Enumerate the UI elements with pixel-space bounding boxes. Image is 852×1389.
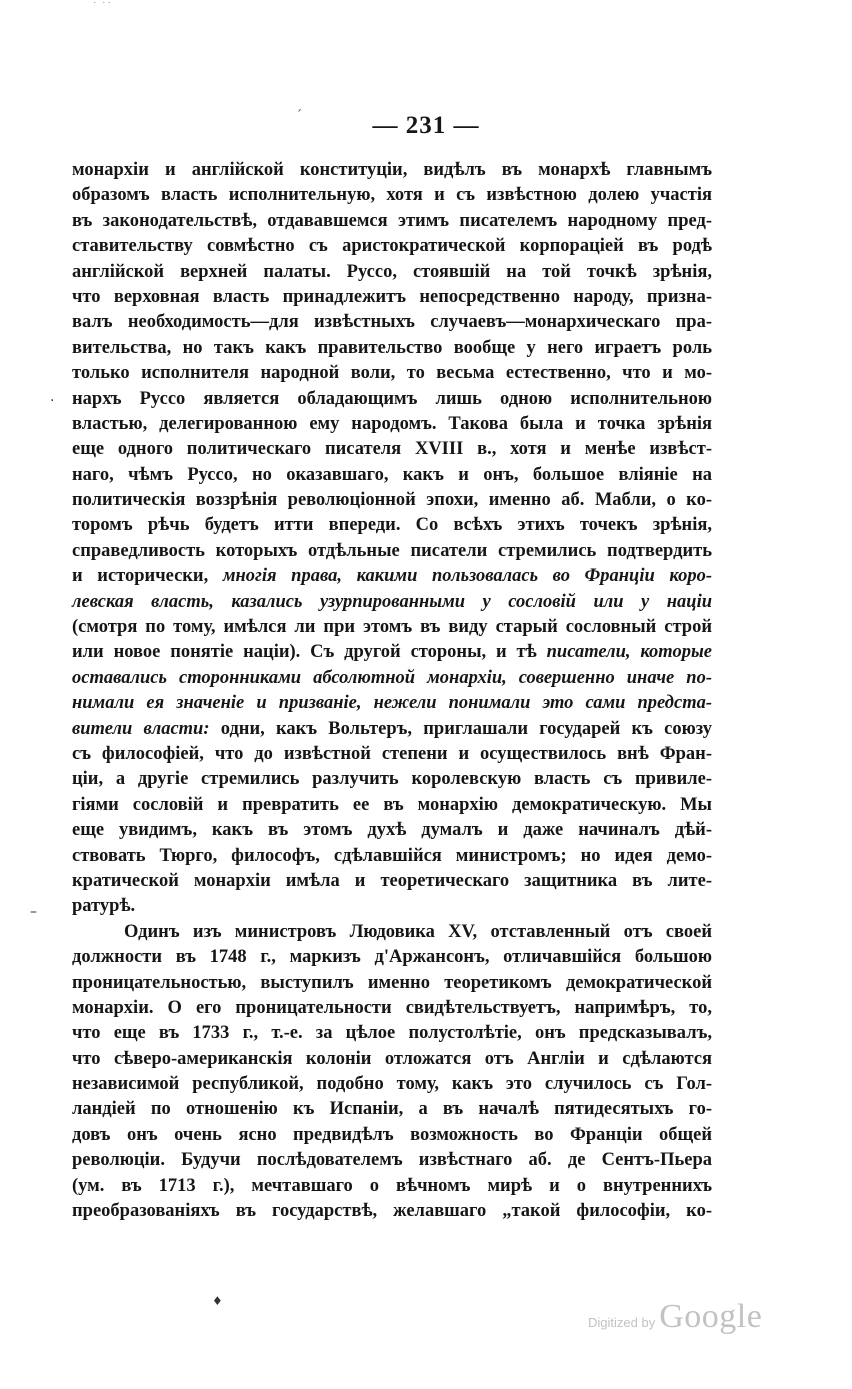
text-line: англійской верхней палаты. Руссо, стоявшій на той точкѣ зрѣнія, [72, 261, 712, 282]
text-line: властью, делегированною ему народомъ. Такова была и точка зрѣнія [72, 413, 712, 434]
text-line: образомъ власть исполнительную, хотя и съ извѣстною долею участія [72, 185, 712, 206]
google-logo: Google [659, 1298, 763, 1335]
text-run: или новое понятіе націи). Съ другой стороны, и тѣ [72, 642, 547, 663]
text-line: нархъ Руссо является обладающимъ лишь одною исполнительною [72, 388, 712, 409]
text-line: ціи, а другіе стремились разлучить королевскую власть съ привиле- [72, 769, 712, 790]
text-line: преобразованіяхъ въ государствѣ, желавшаго „такой философіи, ко- [72, 1201, 712, 1222]
text-line: монархіи. О его проницательности свидѣтельствуетъ, напримѣръ, то, [72, 997, 712, 1018]
text-run: и исторически, [72, 566, 223, 587]
text-line [72, 564, 712, 589]
text-line: еще увидимъ, какъ въ этомъ духѣ думалъ и даже начиналъ дѣй- [72, 820, 712, 841]
text-line: довъ онъ очень ясно предвидѣлъ возможность во Франціи общей [72, 1124, 712, 1145]
text-line: проницательностью, выступилъ именно теоретикомъ демократической [72, 972, 712, 993]
text-line: гіями сословій и превратить ее въ монархію демократическую. Мы [72, 794, 712, 815]
page-number: — 231 — [372, 112, 480, 139]
scan-speck: ♦ [212, 1294, 223, 1308]
text-line: ландіей по отношенію къ Испаніи, а въ началѣ пятидесятыхъ го- [72, 1099, 712, 1120]
text-line: революціи. Будучи послѣдователемъ извѣстнаго аб. де Сентъ-Пьера [72, 1150, 712, 1171]
text-line: ствовать Тюрго, философъ, сдѣлавшійся министромъ; но идея демо- [72, 845, 712, 866]
text-line: съ философіей, что до извѣстной степени и осуществилось внѣ Фран- [72, 743, 712, 764]
text-line: монархіи и англійской конституціи, видѣлъ въ монархѣ главнымъ [72, 160, 712, 180]
text-line: только исполнителя народной воли, то весьма естественно, что и мо- [72, 363, 712, 384]
text-line: торомъ рѣчь будетъ итти впереди. Со всѣхъ этихъ точекъ зрѣнія, [72, 515, 712, 536]
italic-run: вители власти: [72, 718, 210, 739]
text-line [72, 640, 712, 665]
text-line: валъ необходимость—для извѣстныхъ случаевъ—монархическаго пра- [72, 312, 712, 333]
digitized-by-google-watermark [588, 1298, 762, 1336]
text-run: одни, какъ Вольтеръ, приглашали государей къ союзу [209, 718, 713, 739]
text-line: справедливость которыхъ отдѣльные писатели стремились подтвердить [72, 540, 712, 561]
text-line: должности въ 1748 г., маркизъ д'Аржансонъ, отличавшійся большою [72, 947, 712, 968]
paragraph-first-line: Одинъ изъ министровъ Людовика XV, отставленный отъ своей [124, 921, 712, 942]
text-line: что верховная власть принадлежитъ непосредственно народу, призна- [72, 286, 712, 307]
scan-speck: ˙ ˙˙ [92, 0, 112, 13]
text-line: независимой республикой, подобно тому, какъ это случилось съ Гол- [72, 1074, 712, 1095]
text-line: наго, чѣмъ Руссо, но оказавшаго, какъ и онъ, большое вліяніе на [72, 464, 712, 485]
body-text [72, 158, 712, 1224]
text-line: еще одного политическаго писателя XVIII в., хотя и менѣе извѣст- [72, 439, 712, 460]
text-line: (смотря по тому, имѣлся ли при этомъ въ виду старый сословный строй [72, 617, 712, 638]
scan-speck: · [50, 393, 55, 409]
text-line-italic: нимали ея значеніе и призваніе, нежели понимали это сами предста- [72, 693, 712, 714]
text-line: въ законодательствѣ, отдававшемся этимъ писателемъ народному пред- [72, 210, 712, 231]
text-line: ставительству совмѣстно съ аристократической корпораціей въ родѣ [72, 236, 712, 257]
text-line: кратической монархіи имѣла и теоретическаго защитника въ лите- [72, 870, 712, 891]
scan-speck: ˊ [296, 108, 302, 122]
text-line: (ум. въ 1713 г.), мечтавшаго о вѣчномъ мирѣ и о внутреннихъ [72, 1175, 712, 1196]
text-line-italic: оставались сторонниками абсолютной монархіи, совершенно иначе по- [72, 667, 712, 688]
text-line: ратурѣ. [72, 896, 136, 917]
text-line: политическія воззрѣнія революціонной эпохи, именно аб. Мабли, о ко- [72, 490, 712, 511]
text-line-italic: левская власть, казались узурпированными у сословій или у націи [72, 591, 712, 612]
text-line [72, 717, 712, 742]
text-line: вительства, но такъ какъ правительство вообще у него играетъ роль [72, 337, 712, 358]
text-line: что еще въ 1733 г., т.-е. за цѣлое полустолѣтіе, онъ предсказывалъ, [72, 1023, 712, 1044]
scan-speck: – [30, 904, 37, 920]
italic-run: писатели, которые [546, 642, 712, 663]
watermark-prefix: Digitized by [588, 1315, 656, 1330]
italic-run: многія права, какими пользовалась во Франціи коро- [222, 566, 712, 587]
text-line: что сѣверо-американскія колоніи отложатся отъ Англіи и сдѣлаются [72, 1048, 712, 1069]
